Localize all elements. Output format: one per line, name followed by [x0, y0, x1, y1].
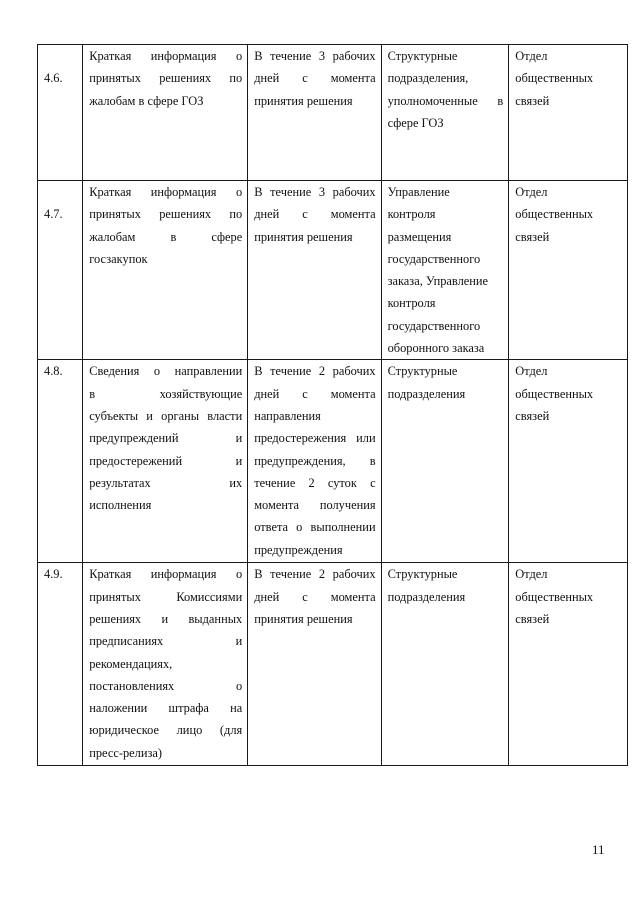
responsible-cell: [381, 360, 509, 563]
info-cell-line: госзакупок: [89, 251, 148, 266]
department-cell-line: Отдел: [515, 364, 548, 379]
department-cell-line: связей: [515, 93, 550, 108]
responsible-cell-line: уполномоченные в: [387, 93, 504, 108]
responsible-cell-line: государственного: [387, 318, 481, 333]
department-cell-line: общественных: [515, 71, 594, 86]
responsible-cell-line: Структурные: [387, 49, 458, 63]
info-cell-line: субъекты и органы власти: [89, 408, 243, 423]
term-cell-line: дней с момента: [254, 386, 376, 401]
department-cell-line: связей: [515, 408, 550, 423]
term-cell-line: дней с момента: [254, 589, 376, 604]
row-number: [38, 360, 83, 563]
department-cell-line: общественных: [515, 386, 594, 401]
responsible-cell-line: Структурные: [387, 567, 458, 582]
table-row: [38, 45, 628, 181]
responsible-cell-line: Управление: [387, 185, 450, 199]
department-cell: [509, 181, 628, 360]
info-cell: [83, 181, 248, 360]
term-cell-line: предупреждения: [254, 542, 343, 557]
info-cell-line: предостережений и: [89, 453, 243, 468]
info-cell-line: Краткая информация о: [89, 49, 243, 63]
term-cell-line: направления: [254, 408, 321, 423]
row-number: [38, 181, 83, 360]
responsible-cell-line: оборонного заказа: [387, 341, 485, 356]
responsible-cell-line: контроля: [387, 207, 436, 222]
department-cell-line: Отдел: [515, 49, 548, 63]
term-cell-line: момента получения: [254, 498, 376, 513]
info-cell-line: постановлениях о: [89, 678, 243, 693]
info-cell-line: жалобам в сфере ГОЗ: [89, 93, 204, 108]
row-number-text: 4.7.: [44, 207, 63, 221]
responsible-cell-line: Структурные: [387, 364, 458, 379]
responsible-cell-line: заказа, Управление: [387, 274, 489, 289]
term-cell-line: принятия решения: [254, 611, 353, 626]
department-cell: [509, 360, 628, 563]
responsible-cell-line: подразделения: [387, 386, 466, 401]
info-cell-line: Сведения о направлении: [89, 364, 243, 379]
info-cell-line: предписаниях и: [89, 634, 243, 649]
info-cell-line: принятых решениях по: [89, 207, 243, 222]
term-cell-line: В течение 2 рабочих: [254, 567, 376, 582]
table-row: [38, 563, 628, 766]
info-cell-line: пресс-релиза): [89, 745, 162, 760]
responsible-cell-line: контроля: [387, 296, 436, 311]
department-cell-line: общественных: [515, 207, 594, 222]
table-row: [38, 181, 628, 360]
term-cell: [248, 360, 381, 563]
row-number: [38, 563, 83, 766]
term-cell: [248, 563, 381, 766]
responsible-cell: [381, 563, 509, 766]
page-number: 11: [592, 842, 605, 857]
info-cell-line: результатах их: [89, 475, 243, 490]
info-cell-line: исполнения: [89, 498, 152, 513]
info-cell-line: принятых решениях по: [89, 71, 243, 86]
department-cell-line: связей: [515, 229, 550, 244]
responsible-cell-line: подразделения: [387, 589, 466, 604]
row-number: [38, 45, 83, 181]
info-cell: [83, 45, 248, 181]
department-cell-line: общественных: [515, 589, 594, 604]
responsible-cell-line: подразделения,: [387, 71, 469, 86]
info-cell-line: наложении штрафа на: [89, 701, 243, 716]
info-cell: [83, 360, 248, 563]
row-number-text: 4.9.: [44, 567, 63, 582]
term-cell: [248, 45, 381, 181]
department-cell: [509, 45, 628, 181]
info-cell-line: Краткая информация о: [89, 185, 243, 199]
term-cell-line: ответа о выполнении: [254, 520, 376, 535]
department-cell-line: Отдел: [515, 567, 548, 582]
info-cell: [83, 563, 248, 766]
term-cell-line: предупреждения, в: [254, 453, 376, 468]
info-cell-line: жалобам в сфере: [89, 229, 243, 244]
term-cell-line: принятия решения: [254, 93, 353, 108]
table-row: [38, 360, 628, 563]
info-cell-line: Краткая информация о: [89, 567, 243, 582]
term-cell-line: В течение 2 рабочих: [254, 364, 376, 379]
responsible-cell-line: размещения: [387, 229, 452, 244]
publication-schedule-table: [37, 44, 628, 766]
term-cell-line: течение 2 суток с: [254, 475, 376, 490]
department-cell: [509, 563, 628, 766]
department-cell-line: связей: [515, 611, 550, 626]
department-cell-line: Отдел: [515, 185, 548, 199]
term-cell-line: принятия решения: [254, 229, 353, 244]
info-cell-line: решениях и выданных: [89, 611, 243, 626]
row-number-text: 4.8.: [44, 364, 63, 379]
responsible-cell-line: сфере ГОЗ: [387, 115, 444, 130]
info-cell-line: юридическое лицо (для: [89, 723, 243, 738]
responsible-cell: [381, 45, 509, 181]
term-cell: [248, 181, 381, 360]
term-cell-line: дней с момента: [254, 207, 376, 222]
info-cell-line: принятых Комиссиями: [89, 589, 243, 604]
term-cell-line: дней с момента: [254, 71, 376, 86]
info-cell-line: в хозяйствующие: [89, 386, 243, 401]
responsible-cell: [381, 181, 509, 360]
term-cell-line: В течение 3 рабочих: [254, 185, 376, 199]
row-number-text: 4.6.: [44, 71, 63, 85]
term-cell-line: предостережения или: [254, 431, 376, 446]
term-cell-line: В течение 3 рабочих: [254, 49, 376, 63]
responsible-cell-line: государственного: [387, 251, 481, 266]
info-cell-line: рекомендациях,: [89, 656, 173, 671]
info-cell-line: предупреждений и: [89, 431, 243, 446]
